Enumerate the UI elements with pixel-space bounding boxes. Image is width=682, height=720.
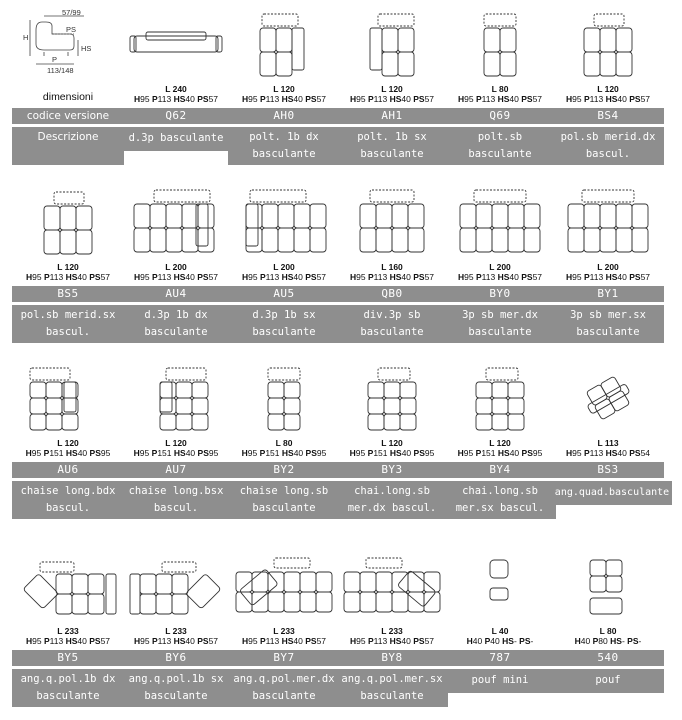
description	[120, 481, 232, 519]
seat-height-value: 40	[293, 94, 303, 104]
seat-depth-value: 57	[316, 94, 327, 104]
seat-depth-value: -	[530, 636, 534, 646]
length-label: L 120	[273, 84, 295, 94]
description-line-2: basculante	[576, 326, 640, 338]
length-label: L 80	[491, 84, 509, 94]
depth-value: 113	[589, 94, 604, 104]
depth-value: 113	[265, 272, 280, 282]
measures-line: H95 P113 HS40 PS57	[457, 272, 543, 282]
dimensions	[444, 438, 556, 458]
height-value: 95	[139, 448, 150, 458]
length-label: L 200	[165, 262, 187, 272]
dimensions	[552, 84, 664, 104]
product-drawing	[120, 362, 232, 432]
seat-height-value: 40	[401, 448, 412, 458]
description	[552, 127, 664, 165]
seat-depth-value: 57	[100, 636, 111, 646]
depth-value: 113	[481, 272, 496, 282]
seat-height-value: 40	[77, 636, 87, 646]
description-line-2: basculante	[252, 690, 316, 702]
height-value: 95	[356, 272, 366, 282]
description	[552, 669, 664, 693]
seat-height-value: 40	[293, 448, 304, 458]
seat-depth-value: 57	[532, 94, 543, 104]
length-label: L 200	[273, 262, 295, 272]
dimensions	[444, 262, 556, 282]
length-label: L 40	[491, 626, 509, 636]
height-value: 95	[32, 636, 42, 646]
description	[444, 669, 556, 693]
description-line-2: basculante	[360, 690, 424, 702]
version-code: BY3	[336, 462, 448, 478]
product-drawing	[444, 8, 556, 78]
description-line-1: pol.sb merid.dx	[560, 131, 656, 143]
product-drawing	[552, 362, 664, 432]
version-code: BS5	[12, 286, 124, 302]
seat-height-value: 40	[185, 272, 195, 282]
length-label: L 200	[489, 262, 511, 272]
height-value: 95	[247, 448, 258, 458]
seat-height-value: 40	[617, 272, 627, 282]
description-line-2: bascul.	[45, 502, 91, 514]
height-value: 95	[463, 448, 474, 458]
depth-value: 113	[157, 272, 172, 282]
dimensions	[336, 626, 448, 646]
legend-h-label: H	[23, 33, 29, 42]
height-value: 95	[248, 94, 258, 104]
version-code: BY7	[228, 650, 340, 666]
version-code: AH1	[336, 108, 448, 124]
dimensions	[12, 262, 124, 282]
product-drawing	[336, 186, 448, 256]
description-line-2: basculante	[468, 148, 532, 160]
product-drawing	[120, 186, 232, 256]
dimensions	[120, 438, 232, 458]
depth-value: 151	[265, 448, 280, 458]
seat-height-value: -	[621, 636, 625, 646]
depth-value: 113	[373, 636, 388, 646]
description	[336, 305, 448, 343]
length-label: L 120	[381, 84, 403, 94]
depth-value: 80	[598, 636, 608, 646]
description	[336, 669, 448, 707]
description	[552, 481, 672, 505]
height-value: 95	[140, 636, 150, 646]
dimension-diagram	[22, 8, 114, 78]
height-value: 40	[580, 636, 591, 646]
height-value: 95	[572, 94, 582, 104]
description-line-2: basculante	[468, 326, 532, 338]
depth-value: 113	[481, 94, 496, 104]
seat-depth-value: 57	[208, 272, 219, 282]
height-value: 95	[140, 272, 150, 282]
depth-value: 113	[49, 636, 64, 646]
version-code: BS3	[552, 462, 664, 478]
description-line-1: d.3p 1b dx	[144, 309, 208, 321]
legend-desc-header	[12, 127, 124, 165]
height-value: 40	[472, 636, 483, 646]
description	[228, 127, 340, 165]
measures-line: H95 P113 HS40 PS57	[133, 272, 219, 282]
version-code: BY8	[336, 650, 448, 666]
description-line-2: basculante	[144, 326, 208, 338]
depth-value: 113	[157, 94, 172, 104]
measures-line: H95 P113 HS40 PS57	[25, 636, 111, 646]
seat-height-value: 40	[185, 94, 195, 104]
dimensions	[120, 84, 232, 104]
measures-line: H95 P113 HS40 PS57	[565, 272, 651, 282]
description-line-1: 3p sb mer.dx	[462, 309, 538, 321]
version-code: 540	[552, 650, 664, 666]
product-drawing	[552, 550, 664, 620]
seat-height-value: 40	[401, 636, 411, 646]
product-drawing	[552, 8, 664, 78]
description-line-1: pouf mini	[471, 674, 529, 686]
dimensions	[228, 626, 340, 646]
description	[120, 669, 232, 707]
length-label: L 233	[381, 626, 403, 636]
description	[12, 669, 124, 707]
measures-line: H95 P113 HS40 PS57	[241, 636, 327, 646]
seat-depth-value: 57	[208, 636, 219, 646]
depth-value: 151	[481, 448, 496, 458]
dimensions	[336, 438, 448, 458]
version-code: BY6	[120, 650, 232, 666]
version-code: AU6	[12, 462, 124, 478]
description-line-2: basculante	[360, 326, 424, 338]
description-line-2: basculante	[252, 148, 316, 160]
seat-height-value: 40	[509, 272, 519, 282]
dimensions	[444, 626, 556, 646]
version-code: AH0	[228, 108, 340, 124]
height-value: 95	[356, 94, 366, 104]
measures-line: H40 P80 HS- PS-	[574, 636, 642, 646]
height-value: 95	[464, 94, 474, 104]
description	[336, 481, 448, 519]
description-line-1: d.3p basculante	[128, 132, 224, 144]
description-line-1: chai.long.sb	[462, 485, 538, 497]
dimensions	[120, 626, 232, 646]
description-line-1: ang.q.pol.1b sx	[128, 673, 224, 685]
length-label: L 200	[597, 262, 619, 272]
height-value: 95	[140, 94, 150, 104]
dimensions	[552, 438, 664, 458]
description-line-1: ang.quad.basculante	[554, 487, 670, 498]
seat-height-value: 40	[617, 448, 627, 458]
seat-depth-value: 57	[424, 272, 435, 282]
length-label: L 233	[57, 626, 79, 636]
description	[336, 127, 448, 165]
dimensions	[12, 438, 124, 458]
dimensions	[552, 626, 664, 646]
dimensions	[336, 84, 448, 104]
seat-height-value: 40	[293, 272, 303, 282]
product-drawing	[228, 186, 340, 256]
measures-line: H95 P151 HS40 PS95	[457, 448, 543, 458]
description	[444, 127, 556, 165]
version-code: BY2	[228, 462, 340, 478]
product-drawing	[228, 362, 340, 432]
seat-depth-value: 57	[640, 94, 651, 104]
dimensions	[228, 438, 340, 458]
height-value: 95	[248, 636, 258, 646]
seat-height-value: 40	[293, 636, 303, 646]
measures-line: H95 P113 HS40 PS57	[349, 636, 435, 646]
product-drawing	[12, 362, 124, 432]
length-label: L 120	[381, 438, 403, 448]
description-line-2: basculante	[144, 690, 208, 702]
depth-value: 151	[49, 448, 64, 458]
height-value: 95	[572, 448, 582, 458]
product-drawing	[336, 8, 448, 78]
dimensions	[120, 262, 232, 282]
measures-line: H95 P113 HS40 PS57	[457, 94, 543, 104]
description-line-2: mer.dx bascul.	[347, 502, 437, 514]
description-line-2: bascul.	[585, 148, 631, 160]
product-drawing	[552, 186, 664, 256]
legend-code-header: codice versione	[12, 108, 124, 124]
measures-line: H95 P113 HS40 PS57	[25, 272, 111, 282]
product-drawing	[12, 550, 124, 620]
product-drawing	[228, 8, 340, 78]
description-line-1: div.3p sb	[363, 309, 421, 321]
seat-depth-value: -	[638, 636, 642, 646]
dimensions	[228, 262, 340, 282]
height-value: 95	[32, 272, 42, 282]
measures-line: H95 P151 HS40 PS95	[349, 448, 435, 458]
dimensions	[336, 262, 448, 282]
seat-height-value: -	[513, 636, 517, 646]
height-value: 95	[248, 272, 258, 282]
product-drawing	[120, 550, 232, 620]
seat-height-value: 40	[185, 448, 196, 458]
length-label: L 80	[275, 438, 293, 448]
seat-depth-value: 95	[532, 448, 543, 458]
seat-height-value: 40	[401, 94, 411, 104]
seat-depth-value: 95	[316, 448, 327, 458]
product-drawing	[228, 550, 340, 620]
depth-value: 113	[373, 272, 388, 282]
dimensions	[228, 84, 340, 104]
description-line-1: ang.q.pol.mer.dx	[233, 673, 335, 685]
seat-height-value: 40	[185, 636, 195, 646]
measures-line: H95 P151 HS40 PS95	[241, 448, 327, 458]
seat-height-value: 40	[617, 94, 627, 104]
description-line-2: basculante	[36, 690, 100, 702]
description-line-2: mer.sx bascul.	[455, 502, 545, 514]
description-line-2: bascul.	[45, 326, 91, 338]
height-value: 95	[572, 272, 582, 282]
description-line-1: chaise long.sb	[239, 485, 329, 497]
measures-line: H95 P113 HS40 PS57	[565, 94, 651, 104]
seat-height-value: 40	[509, 94, 519, 104]
seat-depth-value: 57	[100, 272, 111, 282]
version-code: AU4	[120, 286, 232, 302]
description	[120, 305, 232, 343]
description-line-1: 3p sb mer.sx	[570, 309, 646, 321]
length-label: L 120	[57, 438, 79, 448]
seat-depth-value: 95	[208, 448, 219, 458]
description-line-1: ang.q.pol.1b dx	[20, 673, 116, 685]
product-drawing	[444, 550, 556, 620]
measures-line: H95 P151 HS40 PS95	[133, 448, 219, 458]
height-value: 95	[31, 448, 42, 458]
product-drawing	[444, 186, 556, 256]
depth-value: 40	[490, 636, 500, 646]
depth-value: 113	[265, 94, 280, 104]
description-line-1: chaise long.bdx	[20, 485, 116, 497]
version-code: AU5	[228, 286, 340, 302]
depth-value: 113	[589, 448, 604, 458]
height-value: 95	[464, 272, 474, 282]
length-label: L 120	[57, 262, 79, 272]
description-line-2: basculante	[360, 148, 424, 160]
description	[444, 305, 556, 343]
product-drawing	[336, 550, 448, 620]
seat-depth-value: 57	[208, 94, 219, 104]
legend-desc-text: Descrizione	[37, 131, 99, 143]
depth-value: 113	[49, 272, 64, 282]
measures-line: H95 P113 HS40 PS54	[565, 448, 651, 458]
version-code: QB0	[336, 286, 448, 302]
seat-height-value: 40	[401, 272, 411, 282]
measures-line: H95 P113 HS40 PS57	[133, 94, 219, 104]
seat-depth-value: 57	[316, 636, 327, 646]
seat-depth-value: 54	[640, 448, 651, 458]
measures-line: H95 P113 HS40 PS57	[133, 636, 219, 646]
legend-hs-label: HS	[81, 44, 92, 53]
depth-value: 151	[373, 448, 388, 458]
description	[444, 481, 556, 519]
measures-line: H95 P113 HS40 PS57	[349, 272, 435, 282]
height-value: 95	[356, 636, 366, 646]
height-value: 95	[355, 448, 366, 458]
measures-line: H95 P113 HS40 PS57	[349, 94, 435, 104]
version-code: BY1	[552, 286, 664, 302]
version-code: BY5	[12, 650, 124, 666]
description-line-1: pouf	[595, 674, 621, 686]
seat-depth-value: 95	[100, 448, 111, 458]
description	[12, 481, 124, 519]
product-drawing	[336, 362, 448, 432]
version-code: BY4	[444, 462, 556, 478]
seat-depth-value: 57	[316, 272, 327, 282]
description-line-2: basculante	[252, 326, 316, 338]
version-code: BY0	[444, 286, 556, 302]
legend-title: dimensioni	[42, 91, 94, 103]
version-code: 787	[444, 650, 556, 666]
description	[120, 127, 232, 151]
length-label: L 120	[165, 438, 187, 448]
length-label: L 160	[381, 262, 403, 272]
version-code: BS4	[552, 108, 664, 124]
depth-value: 113	[265, 636, 280, 646]
product-drawing	[12, 186, 124, 256]
dimensions	[444, 84, 556, 104]
product-drawing	[444, 362, 556, 432]
seat-height-value: 40	[77, 272, 87, 282]
description	[228, 481, 340, 519]
seat-depth-value: 57	[424, 94, 435, 104]
version-code: AU7	[120, 462, 232, 478]
description-line-1: pol.sb merid.sx	[20, 309, 116, 321]
description	[12, 305, 124, 343]
depth-value: 113	[157, 636, 172, 646]
depth-value: 113	[589, 272, 604, 282]
measures-line: H95 P113 HS40 PS57	[241, 94, 327, 104]
seat-depth-value: 57	[424, 636, 435, 646]
legend-p-label: P	[52, 55, 58, 64]
description-line-1: ang.q.pol.mer.sx	[341, 673, 443, 685]
description	[552, 305, 664, 343]
description-line-2: basculante	[252, 502, 316, 514]
measures-line: H95 P113 HS40 PS57	[241, 272, 327, 282]
version-code: Q69	[444, 108, 556, 124]
description-line-1: chaise long.bsx	[128, 485, 224, 497]
length-label: L 120	[597, 84, 619, 94]
length-label: L 233	[165, 626, 187, 636]
description-line-1: polt.sb	[477, 131, 523, 143]
description-line-1: polt. 1b dx	[249, 131, 319, 143]
legend-top-label: 57/99	[62, 8, 81, 17]
seat-depth-value: 57	[532, 272, 543, 282]
dimensions	[552, 262, 664, 282]
description-line-1: polt. 1b sx	[357, 131, 427, 143]
length-label: L 113	[597, 438, 619, 448]
length-label: L 120	[489, 438, 511, 448]
description-line-1: chai.long.sb	[354, 485, 430, 497]
measures-line: H95 P151 HS40 PS95	[25, 448, 111, 458]
product-drawing	[120, 8, 232, 78]
length-label: L 80	[599, 626, 617, 636]
length-label: L 233	[273, 626, 295, 636]
description	[228, 669, 340, 707]
depth-value: 113	[373, 94, 388, 104]
description-line-2: bascul.	[153, 502, 199, 514]
depth-value: 151	[157, 448, 172, 458]
seat-height-value: 40	[509, 448, 520, 458]
seat-depth-value: 95	[424, 448, 435, 458]
dimensions	[12, 626, 124, 646]
description-line-1: d.3p 1b sx	[252, 309, 316, 321]
measures-line: H40 P40 HS- PS-	[466, 636, 534, 646]
seat-depth-value: 57	[640, 272, 651, 282]
seat-height-value: 40	[77, 448, 88, 458]
legend-bottom-label: 113/148	[47, 66, 74, 75]
legend-ps-label: PS	[66, 25, 77, 34]
description	[228, 305, 340, 343]
version-code: Q62	[120, 108, 232, 124]
length-label: L 240	[165, 84, 187, 94]
